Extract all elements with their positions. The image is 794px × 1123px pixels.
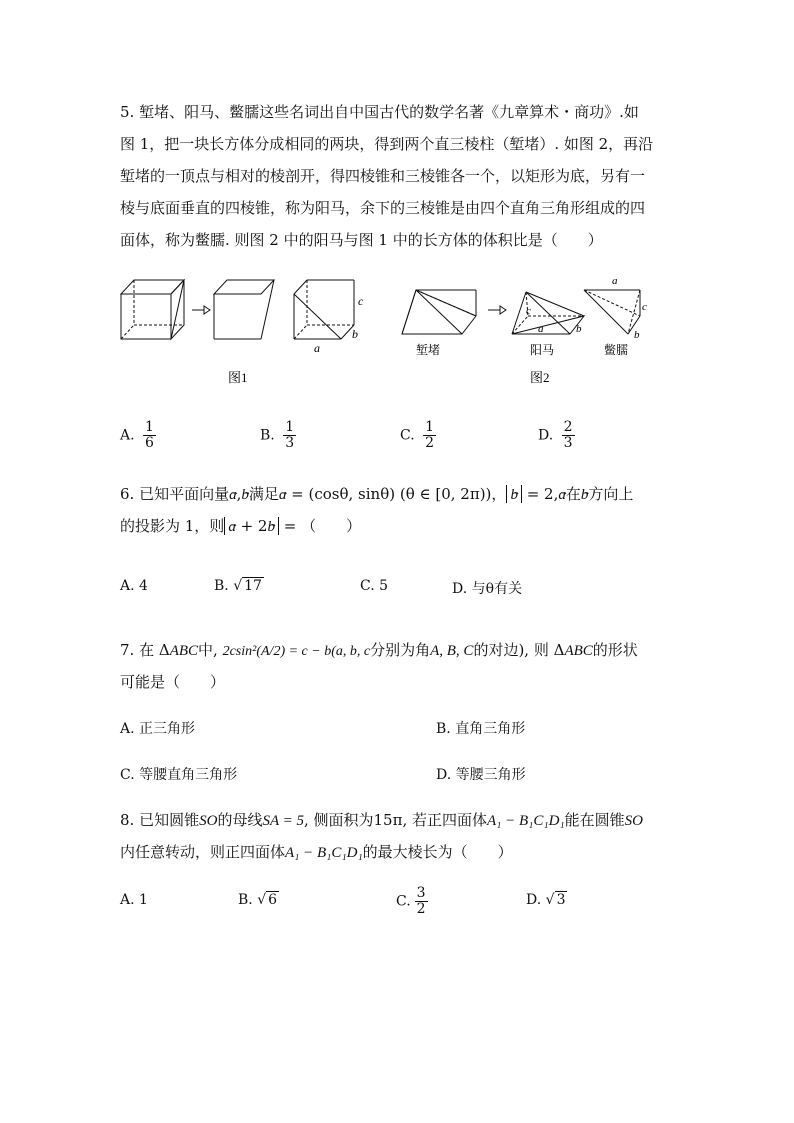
q8-option-b[interactable] (238, 892, 279, 908)
numerator: 1 (425, 419, 435, 435)
option-letter: D. (452, 581, 468, 597)
q6-prefix: 6. 已知平面向量 (120, 485, 230, 503)
q6-option-c[interactable] (360, 578, 388, 594)
fig2-label-a: a (538, 323, 544, 335)
question-7 (120, 634, 700, 698)
numerator: 1 (285, 419, 295, 435)
q6-tail: = （ ） (278, 517, 362, 535)
abs-expression (224, 517, 279, 535)
option-text: 4 (139, 578, 148, 594)
option-text: 5 (379, 578, 389, 594)
option-letter: B. (238, 892, 253, 908)
option-letter: D. (436, 767, 452, 783)
q7-option-b[interactable] (436, 718, 525, 738)
option-text: 直角三角形 (455, 721, 526, 737)
q6-sep: ， (491, 485, 507, 503)
q8-line-1 (120, 804, 700, 836)
option-text: 与θ有关 (471, 581, 523, 597)
q8-tetrahedron: A₁ − B₁C₁D₁ (487, 813, 565, 829)
q6-option-b[interactable] (214, 578, 264, 594)
q6-eq-cos: = (cosθ, sinθ) (θ ∈ [0, 2π)) (286, 485, 492, 503)
label-bienao: 鳖臑 (604, 343, 629, 357)
denominator: 3 (285, 435, 295, 451)
denominator: 6 (145, 435, 154, 451)
vector-b: → b (241, 487, 249, 503)
numerator: 2 (563, 419, 573, 435)
fig1-label-b: b (352, 327, 358, 341)
q7-prefix: 7. 在 Δ (120, 641, 170, 659)
q8-line2-end: 的最大棱长为（ ） (362, 843, 513, 861)
option-letter: B. (260, 427, 275, 444)
q7-option-d[interactable] (436, 764, 526, 784)
q5-line-4: 棱与底面垂直的四棱锥，称为阳马，余下的三棱锥是由四个直角三角形组成的四 (120, 199, 646, 217)
vector-a: → a (279, 487, 287, 503)
label-yangma: 阳马 (530, 343, 555, 357)
figure-1 (116, 272, 376, 392)
option-letter: C. (400, 427, 415, 444)
fig1-label-a: a (314, 341, 320, 355)
question-6 (120, 478, 700, 542)
q7-angles: A, B, C (430, 643, 474, 659)
option-letter: A. (120, 892, 135, 908)
q8-prefix: 8. 已知圆锥 (120, 811, 200, 829)
option-letter: A. (120, 721, 135, 737)
option-text: 等腰三角形 (455, 767, 526, 783)
fraction (415, 886, 428, 917)
q5-line-5: 面体，称为鳖臑. 则图 2 中的阳马与图 1 中的长方体的体积比是（ ） (120, 231, 603, 249)
q6-b-abs-val: = 2, (521, 485, 559, 503)
q7-abc-2: ABC (564, 643, 593, 659)
vector-b: → b (510, 487, 518, 503)
abs-b (506, 485, 522, 503)
vector-a: → a (228, 519, 236, 535)
q8-tetrahedron-2: A₁ − B₁C₁D₁ (285, 845, 363, 861)
fraction (143, 420, 156, 451)
q6-dir: 方向上 (588, 485, 634, 503)
fig1-label-c: c (358, 294, 364, 308)
q8-mid2: , 侧面积为15π, 若正四面体 (303, 811, 487, 829)
q7-after2: 的对边), 则 Δ (473, 641, 565, 659)
sqrt: √ 6 (257, 892, 278, 908)
q6-option-a[interactable] (120, 578, 148, 594)
q8-so: SO (199, 813, 218, 829)
q8-option-a[interactable] (120, 892, 148, 908)
q5-line-1: 5. 堑堵、阳马、鳖臑这些名词出自中国古代的数学名著《九章算术・商功》.如 (120, 103, 639, 121)
q7-line-1 (120, 634, 700, 666)
numerator: 1 (145, 419, 154, 435)
denominator: 2 (425, 435, 435, 451)
fig2-label-b: b (576, 323, 582, 335)
fig2-label-b2: b (634, 329, 640, 341)
q5-line-2: 图 1，把一块长方体分成相同的两块，得到两个直三棱柱（堑堵）. 如图 2，再沿 (120, 135, 654, 153)
q7-option-c[interactable] (120, 764, 237, 784)
q8-so-2: SO (624, 813, 644, 829)
sqrt: √ 3 (545, 892, 566, 908)
sqrt: √ 17 (233, 578, 262, 594)
q6-option-d[interactable] (452, 578, 522, 598)
q5-option-b[interactable] (260, 420, 296, 451)
q7-line-2: 可能是（ ） (120, 673, 226, 691)
q7-formula: 2csin²(A/2) = c − b(a, b, c (222, 644, 371, 659)
figure-1-caption: 图1 (228, 370, 248, 385)
question-5 (120, 96, 680, 256)
q6-comma: , (236, 485, 242, 503)
numerator: 3 (416, 885, 426, 901)
fig2-label-c: c (526, 305, 531, 317)
option-letter: B. (436, 721, 451, 737)
q5-option-d[interactable] (538, 420, 575, 451)
q6-line-2 (120, 510, 700, 542)
option-text: 正三角形 (139, 721, 196, 737)
q6-expr-mid: + 2 (235, 517, 268, 535)
option-letter: C. (120, 767, 135, 783)
q5-option-a[interactable] (120, 420, 156, 451)
option-letter: A. (120, 427, 135, 444)
fraction (562, 420, 575, 451)
q5-line-3: 堑堵的一顶点与相对的棱剖开，得四棱锥和三棱锥各一个，以矩形为底，另有一 (120, 167, 646, 185)
label-qiandu: 堑堵 (416, 343, 441, 357)
q8-option-c[interactable] (396, 886, 428, 917)
q6-line2-prefix: 的投影为 1，则 (120, 517, 225, 535)
q8-sa: SA = 5 (262, 813, 304, 829)
q7-shape: 的形状 (592, 641, 638, 659)
q8-line-2 (120, 836, 700, 868)
q5-option-c[interactable] (400, 420, 436, 451)
option-letter: D. (526, 892, 542, 908)
option-text: 等腰直角三角形 (139, 767, 238, 783)
q8-option-d[interactable] (526, 892, 567, 908)
vector-b: → b (581, 487, 589, 503)
fraction (283, 420, 296, 451)
q6-line-1 (120, 478, 700, 510)
denominator: 3 (563, 435, 573, 451)
vector-b: → b (267, 519, 275, 535)
option-letter: B. (214, 578, 229, 594)
q8-mid: 的母线 (217, 811, 263, 829)
q7-after: 分别为角 (370, 641, 431, 659)
fig2-label-c2: c (642, 301, 647, 313)
radicand: 3 (556, 892, 566, 908)
q8-line2-prefix: 内任意转动，则正四面体 (120, 843, 286, 861)
fig2-label-a2: a (612, 275, 618, 287)
q8-line1-end: 能在圆锥 (564, 811, 625, 829)
radicand: 17 (244, 578, 262, 594)
option-letter: D. (538, 427, 554, 444)
option-letter: C. (360, 578, 375, 594)
q6-satisfy: 满足 (248, 485, 279, 503)
denominator: 2 (416, 901, 426, 917)
vector-a: → a (229, 487, 237, 503)
q6-in: 在 (565, 485, 581, 503)
option-letter: C. (396, 893, 411, 910)
option-letter: A. (120, 578, 135, 594)
radicand: 6 (268, 892, 278, 908)
figure-2-caption: 图2 (530, 370, 550, 385)
question-8 (120, 804, 700, 868)
option-text: 1 (139, 892, 148, 908)
q7-abc: ABC (169, 643, 199, 659)
q7-option-a[interactable] (120, 718, 195, 738)
vector-a: → a (558, 487, 566, 503)
fraction (423, 420, 436, 451)
figure-2 (400, 272, 660, 392)
q7-zhong: 中, (198, 641, 218, 659)
